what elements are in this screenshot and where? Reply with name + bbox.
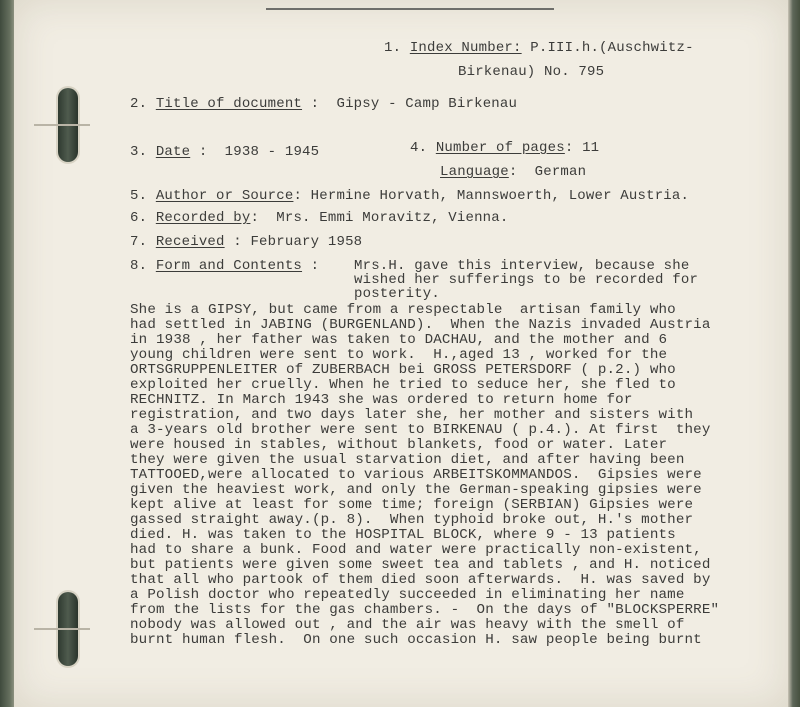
field-date-num: 3. [130,144,148,160]
body-line: kept alive at least for some time; foreign (SERBIAN) Gipsies were [130,497,694,513]
body-line: TATTOOED,were allocated to various ARBEITSKOMMANDOS. Gipsies were [130,467,702,483]
body-line: She is a GIPSY, but came from a respectable artisan family who [130,302,676,318]
field-received-label: Received [155,234,225,250]
field-title-num: 2. [130,96,148,112]
field-title [130,96,517,112]
body-line: from the lists for the gas chambers. - On the days of "BLOCKSPERRE" [130,602,720,618]
body-line: gassed straight away.(p. 8). When typhoid broke out, H.'s mother [130,512,694,528]
binder-clip-bottom [34,628,90,630]
field-form-sep: : [310,258,320,274]
field-language-sep: : [508,164,518,180]
body-line: were housed in stables, without blankets, food or water. Later [130,437,668,453]
field-recorded-num: 6. [130,210,148,226]
field-form [130,258,319,274]
body-line: that all who partook of them died soon afterwards. H. was saved by [130,572,711,588]
field-index-num: 1. [384,40,402,56]
field-index-line-1 [384,40,694,56]
field-index-label: Index Number: [409,40,522,56]
field-recorded [130,210,509,226]
body-line: a 3-years old brother were sent to BIRKENAU ( p.4.). At first they [130,422,711,438]
body-line: ORTSGRUPPENLEITER of ZUBERBACH bei GROSS PETERSDORF ( p.2.) who [130,362,676,378]
field-form-num: 8. [130,258,148,274]
field-date-value: 1938 - 1945 [224,144,320,160]
field-form-label: Form and Contents [155,258,303,274]
field-pages-num: 4. [410,140,428,156]
field-received [130,234,362,250]
field-received-value: February 1958 [250,234,363,250]
body-line: burnt human flesh. On one such occasion H. saw people being burnt [130,632,702,648]
field-language-label: Language [440,164,509,180]
field-date-sep: : [198,144,208,160]
body-line: had to share a bunk. Food and water were practically non-existent, [130,542,702,558]
field-pages-value: 11 [582,140,600,156]
body-line: young children were sent to work. H.,aged 13 , worked for the [130,347,668,363]
body-line: registration, and two days later she, her mother and sisters with [130,407,694,423]
header-rule [266,8,554,10]
field-index-value-2: Birkenau) No. 795 [458,64,605,80]
field-index-value-1: P.III.h.(Auschwitz- [530,40,694,56]
field-author-value: Hermine Horvath, Mannswoerth, Lower Austria. [310,188,690,204]
field-pages-label: Number of pages [435,140,565,156]
field-date-label: Date [155,144,191,160]
field-pages [410,140,599,156]
field-author-label: Author or Source [155,188,294,204]
field-recorded-sep: : [250,210,260,226]
field-form-value-3: posterity. [354,286,441,302]
field-received-sep: : [233,234,242,250]
folder-edge-right [788,0,800,707]
field-form-value-2: wished her sufferings to be recorded for [354,272,699,288]
field-language-value: German [534,164,587,180]
field-recorded-value: Mrs. Emmi Moravitz, Vienna. [276,210,509,226]
field-title-sep: : [310,96,320,112]
field-received-num: 7. [130,234,148,250]
body-line: had settled in JABING (BURGENLAND). When the Nazis invaded Austria [130,317,711,333]
field-author-sep: : [293,188,303,204]
folder-edge-left [0,0,14,707]
field-title-label: Title of document [155,96,303,112]
body-line: RECHNITZ. In March 1943 she was ordered to return home for [130,392,633,408]
body-line: but patients were given some sweet tea and tablets , and H. noticed [130,557,711,573]
field-title-value: Gipsy - Camp Birkenau [336,96,518,112]
field-date [130,144,319,160]
field-pages-sep: : [564,140,574,156]
body-line: in 1938 , her father was taken to DACHAU, and the mother and 6 [130,332,668,348]
document-page [14,0,788,707]
field-author-num: 5. [130,188,148,204]
binder-clip-top [34,124,90,126]
body-line: died. H. was taken to the HOSPITAL BLOCK, where 9 - 13 patients [130,527,676,543]
field-form-value-1: Mrs.H. gave this interview, because she [354,258,690,274]
field-author [130,188,689,204]
body-line: exploited her cruelly. When he tried to seduce her, she fled to [130,377,676,393]
field-recorded-label: Recorded by [155,210,251,226]
body-line: given the heaviest work, and only the German-speaking gipsies were [130,482,702,498]
body-line: a Polish doctor who repeatedly succeeded in eliminating her name [130,587,685,603]
field-language [440,164,586,180]
body-line: nobody was allowed out , and the air was heavy with the smell of [130,617,685,633]
body-line: they were given the usual starvation diet, and after having been [130,452,685,468]
